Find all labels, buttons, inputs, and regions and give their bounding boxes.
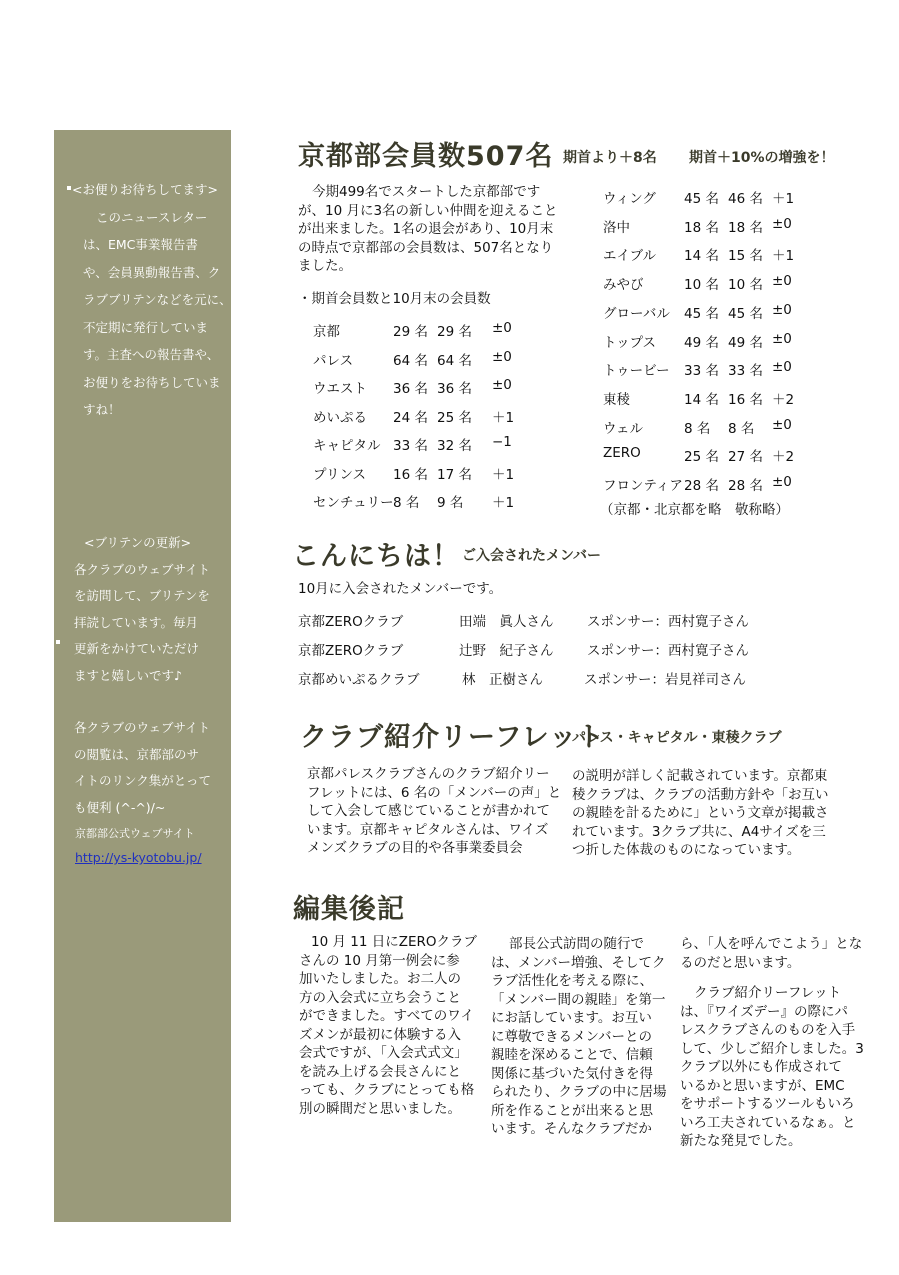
paragraph-line: 今期499名でスタートした京都部です	[312, 184, 541, 200]
table-cell-end: 36 名	[437, 381, 472, 397]
table-cell-end: 17 名	[437, 466, 472, 483]
paragraph-line: にお話しています。お互い	[491, 1010, 652, 1026]
editors-note-column-1	[299, 933, 477, 1118]
sidebar-text-line: や、会員異動報告書、ク	[83, 264, 221, 280]
sidebar-text-line: を訪問して、ブリテンを	[74, 588, 210, 603]
table-cell-club: トゥービー	[603, 363, 670, 380]
table-cell-start: 8 名	[684, 420, 711, 437]
table-cell-end: 27 名	[728, 449, 763, 466]
sidebar-text-line: 更新をかけていただけ	[74, 641, 200, 656]
paragraph-line: っても、クラブにとっても格	[299, 1082, 475, 1098]
paragraph-line: 京都パレスクラブさんのクラブ紹介リー	[307, 766, 550, 782]
table-cell-end: 45 名	[728, 305, 763, 322]
table-cell-start: 8 名	[393, 495, 420, 511]
table-cell-end: 46 名	[728, 191, 763, 207]
paragraph-line: は、『ワイズデー』の際にパ	[680, 1003, 848, 1020]
sidebar-text-line: の閲覧は、京都部のサ	[74, 746, 200, 762]
table-cell-start: 36 名	[393, 381, 428, 397]
paragraph-line: 「メンバー間の親睦」を第一	[491, 991, 666, 1008]
paragraph-line: 会式ですが、「入会式式文」	[299, 1045, 468, 1061]
leaflet-column-2	[572, 767, 829, 860]
editors-note-column-3a	[680, 935, 862, 972]
table-cell-end: 10 名	[728, 277, 763, 294]
editors-note-column-2	[491, 935, 667, 1139]
table-cell-end: 16 名	[728, 391, 763, 408]
member-sponsor: スポンサー：西村寛子さん	[587, 643, 749, 659]
table-cell-diff: ＋1	[772, 248, 795, 265]
sidebar-site-link[interactable]: http://ys-kyotobu.jp/	[75, 850, 202, 865]
paragraph-line: 関係に基づいた気付きを得	[491, 1065, 653, 1082]
table-cell-diff: ±0	[772, 301, 792, 318]
table-cell-start: 14 名	[684, 391, 719, 408]
table-cell-diff: ±0	[772, 416, 792, 433]
sidebar-text-line: は、EMC事業報告書	[83, 237, 198, 252]
sidebar-text-line: 拝読しています。毎月	[74, 614, 199, 630]
sidebar-text-line: イトのリンク集がとって	[74, 773, 212, 788]
paragraph-line: が、10 月に3名の新しい仲間を迎えること	[298, 202, 558, 219]
editors-note-column-3b	[680, 984, 864, 1151]
table-cell-start: 28 名	[684, 478, 719, 494]
leaflet-column-1	[307, 765, 561, 858]
section-subtitle-new-members: ご入会されたメンバー	[462, 548, 602, 564]
table-cell-diff: ＋1	[492, 495, 515, 511]
paragraph-line: 方の入会式に立ち会うこと	[299, 989, 461, 1006]
paragraph-line: さんの 10 月第一例会に参	[299, 952, 460, 969]
section-title-membership: 京都部会員数507名	[298, 141, 554, 172]
table-cell-end: 33 名	[728, 363, 763, 380]
paragraph-line: るのだと思います。	[680, 954, 801, 971]
bullet-icon	[56, 640, 60, 644]
paragraph-line: 新たな発見でした。	[680, 1133, 802, 1149]
table-cell-diff: ±0	[492, 348, 512, 365]
table-cell-start: 33 名	[393, 438, 428, 454]
paragraph-line: レスクラブさんのものを入手	[680, 1022, 856, 1038]
paragraph-line: 別の瞬間だと思いました。	[299, 1100, 461, 1117]
table-cell-club: ウェル	[603, 420, 643, 437]
table-cell-end: 49 名	[728, 334, 763, 351]
membership-table-label: ・期首会員数と10月末の会員数	[298, 291, 491, 307]
sidebar-text-line: <お便りお待ちしてます>	[72, 182, 218, 197]
member-club: 京都ZEROクラブ	[298, 614, 404, 630]
paragraph-line: に尊敬できるメンバーとの	[491, 1028, 653, 1045]
paragraph-line: 10 月 11 日にZEROクラブ	[311, 934, 478, 950]
paragraph-line: います。そんなクラブだか	[491, 1121, 652, 1137]
table-cell-club: センチュリー	[313, 495, 394, 511]
table-cell-start: 18 名	[684, 219, 719, 236]
table-cell-start: 24 名	[393, 409, 428, 426]
paragraph-line: ラブ活性化を考える際に、	[491, 973, 653, 989]
member-name: 田端 眞人さん	[459, 614, 554, 630]
paragraph-line: は、メンバー増強、そしてク	[491, 954, 666, 971]
table-cell-club: ウエスト	[313, 381, 367, 397]
section-subtitle-goal: 期首＋10%の増強を！	[689, 150, 835, 166]
table-cell-diff: ±0	[772, 330, 792, 347]
paragraph-line: の説明が詳しく記載されています。京都東	[572, 768, 828, 784]
paragraph-line: つ折した体裁のものになっています。	[572, 842, 801, 858]
table-cell-start: 14 名	[684, 248, 719, 265]
paragraph-line: 部長公式訪問の随行で	[509, 936, 644, 952]
table-cell-end: 25 名	[437, 409, 472, 426]
paragraph-line: フレットには、6 名の「メンバーの声」と	[307, 784, 562, 801]
paragraph-line: 親睦を深めることで、信頼	[491, 1047, 653, 1063]
table-cell-club: キャピタル	[313, 438, 381, 454]
paragraph-line: の親睦を計るために」という文章が掲載さ	[572, 805, 829, 821]
table-cell-start: 45 名	[684, 191, 719, 207]
table-cell-start: 49 名	[684, 334, 719, 351]
membership-intro	[298, 183, 558, 276]
table-cell-club: ZERO	[603, 445, 641, 462]
paragraph-line: られたり、クラブの中に居場	[491, 1084, 667, 1100]
paragraph-line: ました。	[298, 258, 352, 274]
table-cell-end: 64 名	[437, 352, 472, 369]
table-cell-diff: ＋1	[492, 466, 515, 483]
sidebar-text-line: も便利 (^-^)/~	[74, 799, 166, 815]
sidebar-text-line: 各クラブのウェブサイト	[74, 720, 211, 735]
sidebar-text-line: <ブリテンの更新>	[84, 535, 192, 550]
paragraph-line: 稜クラブは、クラブの活動方針や「お互い	[572, 786, 829, 803]
table-cell-start: 16 名	[393, 466, 428, 483]
paragraph-line: して、少しご紹介しました。3	[680, 1040, 864, 1057]
paragraph-line: クラブ紹介リーフレット	[694, 985, 842, 1001]
membership-note: （京都・北京都を略 敬称略）	[600, 502, 789, 518]
table-cell-diff: −1	[492, 434, 512, 450]
sidebar-site-label: 京都部公式ウェブサイト	[75, 827, 195, 840]
member-club: 京都めいぷるクラブ	[298, 672, 420, 688]
paragraph-line: メンズクラブの目的や各事業委員会	[307, 840, 523, 856]
sidebar-text-line: このニュースレター	[96, 209, 208, 225]
paragraph-line: いろ工夫されているなぁ。と	[680, 1114, 856, 1131]
table-cell-diff: ±0	[772, 474, 792, 490]
member-sponsor: スポンサー：岩見祥司さん	[584, 672, 746, 688]
paragraph-line: ズメンが最初に体験する入	[299, 1026, 461, 1043]
member-name: 林 正樹さん	[462, 672, 543, 688]
table-cell-club: ウィング	[603, 191, 656, 207]
table-cell-end: 9 名	[437, 495, 464, 511]
sidebar-text-line: ラブブリテンなどを元に、	[83, 292, 232, 307]
table-cell-club: グローバル	[603, 305, 670, 322]
table-cell-start: 10 名	[684, 277, 719, 294]
table-cell-club: めいぷる	[313, 409, 367, 426]
table-cell-diff: ＋2	[772, 449, 795, 466]
table-cell-end: 29 名	[437, 324, 472, 340]
paragraph-line: れています。3クラブ共に、A4サイズを三	[572, 823, 826, 840]
table-cell-club: エイブル	[603, 248, 657, 265]
sidebar	[54, 130, 231, 1222]
table-cell-start: 25 名	[684, 449, 719, 466]
paragraph-line: が出来ました。1名の退会があり、10月末	[298, 221, 554, 237]
new-members-intro: 10月に入会されたメンバーです。	[298, 581, 503, 597]
member-sponsor: スポンサー：西村寛子さん	[587, 614, 749, 630]
table-cell-diff: ±0	[492, 377, 512, 393]
member-club: 京都ZEROクラブ	[298, 643, 404, 659]
section-subtitle-increase: 期首より＋8名	[563, 150, 657, 166]
table-cell-end: 28 名	[728, 478, 763, 494]
paragraph-line: ができました。すべてのワイ	[299, 1008, 474, 1024]
member-name: 辻野 紀子さん	[459, 643, 554, 659]
table-cell-club: フロンティア	[603, 478, 683, 494]
table-cell-diff: ＋1	[492, 409, 515, 426]
section-title-leaflet: クラブ紹介リーフレット	[300, 722, 606, 753]
sidebar-text-line: す。主査への報告書や、	[83, 347, 220, 362]
paragraph-line: を読み上げる会長さんにと	[299, 1063, 461, 1080]
sidebar-text-line: ますと嬉しいです♪	[74, 667, 182, 683]
table-cell-end: 18 名	[728, 219, 763, 236]
paragraph-line: の時点で京都部の会員数は、507名となり	[298, 239, 554, 256]
table-cell-club: 東稜	[603, 391, 630, 408]
table-cell-diff: ＋1	[772, 191, 795, 207]
table-cell-diff: ±0	[492, 320, 512, 336]
paragraph-line: ら、「人を呼んでこよう」とな	[680, 936, 863, 952]
table-cell-diff: ±0	[772, 215, 792, 232]
table-cell-club: みやび	[603, 277, 644, 294]
bullet-icon	[67, 186, 71, 190]
table-cell-club: 京都	[313, 324, 340, 340]
table-cell-end: 8 名	[728, 420, 755, 437]
paragraph-line: います。京都キャピタルさんは、ワイズ	[307, 821, 549, 838]
paragraph-line: して入会して感じていることが書かれて	[307, 803, 550, 819]
table-cell-start: 29 名	[393, 324, 428, 340]
paragraph-line: いるかと思いますが、EMC	[680, 1077, 845, 1094]
table-cell-start: 33 名	[684, 363, 719, 380]
table-cell-club: トップス	[603, 334, 657, 351]
table-cell-diff: ＋2	[772, 391, 795, 408]
table-cell-end: 15 名	[728, 248, 763, 265]
paragraph-line: クラブ以外にも作成されて	[680, 1059, 842, 1075]
paragraph-line: 加いたしました。お二人の	[299, 971, 461, 987]
sidebar-text-line: お便りをお待ちしていま	[83, 374, 221, 390]
table-cell-club: パレス	[313, 352, 354, 369]
section-title-editors-note: 編集後記	[293, 894, 405, 925]
table-cell-diff: ±0	[772, 359, 792, 376]
section-title-welcome: こんにちは！	[292, 541, 460, 572]
paragraph-line: 所を作ることが出来ると思	[491, 1102, 653, 1119]
sidebar-text-line: 各クラブのウェブサイト	[74, 561, 211, 577]
table-cell-club: プリンス	[313, 466, 367, 483]
table-cell-end: 32 名	[437, 438, 472, 454]
section-subtitle-leaflet-clubs: パレス・キャピタル・東稜クラブ	[572, 730, 782, 746]
sidebar-text-line: 不定期に発行していま	[83, 319, 209, 335]
table-cell-club: 洛中	[603, 219, 630, 236]
table-cell-start: 64 名	[393, 352, 428, 369]
paragraph-line: をサポートするツールもいろ	[680, 1096, 855, 1112]
table-cell-diff: ±0	[772, 273, 792, 290]
table-cell-start: 45 名	[684, 305, 719, 322]
sidebar-text-line: すね！	[83, 402, 121, 417]
